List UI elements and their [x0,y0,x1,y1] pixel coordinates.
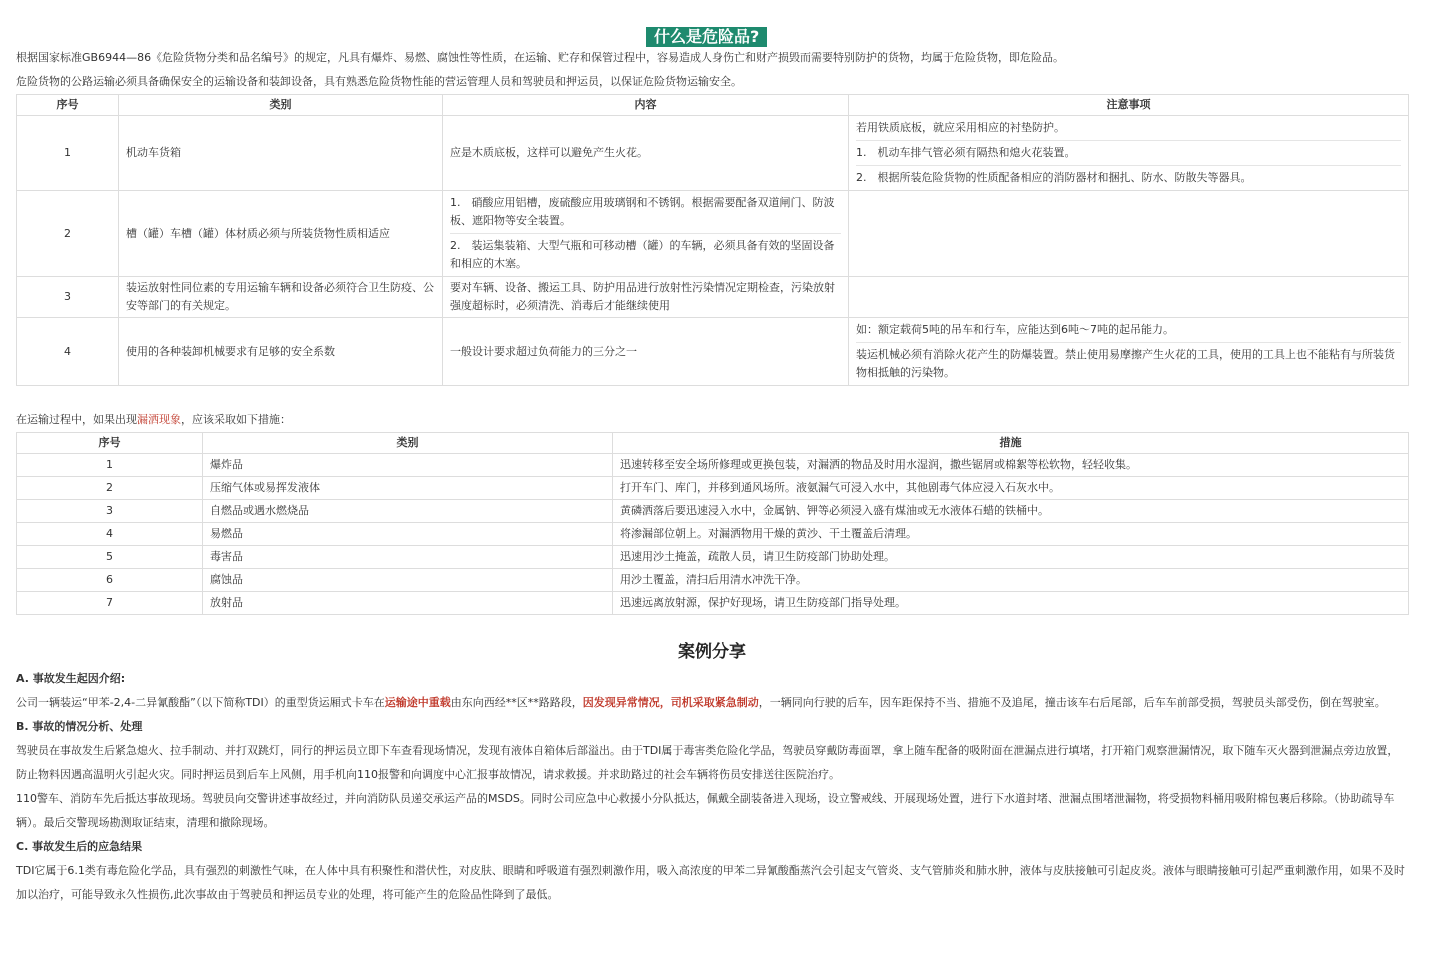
note-item: 2. 根据所装危险货物的性质配备相应的消防器材和捆扎、防水、防散失等器具。 [856,171,1252,184]
leak-intro-before: 在运输过程中，如果出现 [16,413,137,426]
safety-requirements-table [16,94,1409,386]
row-number: 4 [17,318,119,386]
row-measure: 黄磷洒落后要迅速浸入水中，金属钠、钾等必须浸入盛有煤油或无水液体石蜡的铁桶中。 [613,500,1409,523]
row-number: 1 [17,116,119,191]
table-row [17,500,1409,523]
table-header-row [17,95,1409,116]
row-number: 3 [17,500,203,523]
intro-paragraph-1: 根据国家标准GB6944—86《危险货物分类和品名编号》的规定，凡具有爆炸、易燃、腐蚀性等性质，在运输、贮存和保管过程中，容易造成人身伤亡和财产损毁而需要特别防护的货物，均属于危险货物，即危险品。 [16,51,1065,64]
title-row [16,0,1408,46]
content-item: 2. 装运集装箱、大型气瓶和可移动槽（罐）的车辆，必须具备有效的坚固设备和相应的木塞。 [450,239,835,270]
row-number: 2 [17,477,203,500]
row-category: 压缩气体或易挥发液体 [203,477,613,500]
leak-intro-after: ，应该采取如下措施： [181,413,291,426]
row-number: 5 [17,546,203,569]
section-c-text: TDI它属于6.1类有毒危险化学品，具有强烈的刺激性气味，在人体中具有积聚性和潜伏性，对皮肤、眼睛和呼吸道有强烈刺激作用，吸入高浓度的甲苯二异氰酸酯蒸汽会引起支气管炎、支气管肺炎和肺水肿，液体与皮肤接触可引起皮炎。液体与眼睛接触可引起严重刺激作用，如果不及时加以治疗，可能导致永久性损伤,此次事故由于驾驶员和押运员专业的处理，将可能产生的危险品性降到了最低。 [16,864,1405,901]
row-number: 7 [17,592,203,615]
section-a-highlight-2: 因发现异常情况，司机采取紧急制动 [582,696,759,709]
table-row [17,191,1409,277]
row-number: 1 [17,454,203,477]
row-category: 槽（罐）车槽（罐）体材质必须与所装货物性质相适应 [119,191,443,277]
table-row [17,569,1409,592]
row-category: 机动车货箱 [119,116,443,191]
table-row [17,277,1409,318]
table-row [17,477,1409,500]
section-b-paragraph-2: 110警车、消防车先后抵达事故现场。驾驶员向交警讲述事故经过，并向消防队员递交承运产品的MSDS。同时公司应急中心救援小分队抵达，佩戴全副装备进入现场，设立警戒线、开展现场处置，进行下水道封堵、泄漏点围堵泄漏物，将受损物料桶用吸附棉包裹后移除。（协助疏导车辆）。最后交警现场勘测取证结束，清理和撤除现场。 [16,792,1395,829]
row-notes [849,116,1409,191]
header-category: 类别 [119,95,443,116]
row-measure: 用沙土覆盖，清扫后用清水冲洗干净。 [613,569,1409,592]
table-row [17,116,1409,191]
section-a-part-2: 由东向西经**区**路路段， [450,696,583,709]
header-notes: 注意事项 [849,95,1409,116]
page-title: 什么是危险品? [646,27,767,47]
row-content: 要对车辆、设备、搬运工具、防护用品进行放射性污染情况定期检查，污染放射强度超标时，必须清洗、消毒后才能继续使用 [443,277,849,318]
intro-paragraph-2: 危险货物的公路运输必须具备确保安全的运输设备和装卸设备，具有熟悉危险货物性能的营运管理人员和驾驶员和押运员，以保证危险货物运输安全。 [16,75,742,88]
row-category: 爆炸品 [203,454,613,477]
note-item: 如：额定载荷5吨的吊车和行车，应能达到6吨～7吨的起吊能力。 [856,318,1401,343]
section-a-part-3: ，一辆同向行驶的后车，因车距保持不当、措施不及追尾，撞击该车右后尾部，后车车前部受损，驾驶员头部受伤，倒在驾驶室。 [758,696,1386,709]
table-row [17,523,1409,546]
leak-measures-table [16,432,1409,615]
header-category: 类别 [203,433,613,454]
row-measure: 迅速远离放射源，保护好现场，请卫生防疫部门指导处理。 [613,592,1409,615]
row-number: 4 [17,523,203,546]
row-measure: 迅速用沙土掩盖，疏散人员，请卫生防疫部门协助处理。 [613,546,1409,569]
row-number: 6 [17,569,203,592]
note-item: 1. 机动车排气管必须有隔热和熄火花装置。 [856,141,1401,166]
section-c-heading: C. 事故发生后的应急结果 [16,840,143,853]
leak-intro-highlight: 漏洒现象 [137,413,181,426]
note-item: 装运机械必须有消除火花产生的防爆装置。禁止使用易摩擦产生火花的工具，使用的工具上也不能粘有与所装货物相抵触的污染物。 [856,348,1395,379]
row-measure: 迅速转移至安全场所修理或更换包装，对漏洒的物品及时用水湿润，撒些锯屑或棉絮等松软物，轻轻收集。 [613,454,1409,477]
header-content: 内容 [443,95,849,116]
table-row [17,454,1409,477]
section-a-text [16,691,1408,715]
table-row [17,318,1409,386]
row-notes [849,191,1409,277]
header-no: 序号 [17,433,203,454]
row-content: 一般设计要求超过负荷能力的三分之一 [443,318,849,386]
note-item: 若用铁质底板，就应采用相应的衬垫防护。 [856,116,1401,141]
row-measure: 打开车门、库门，并移到通风场所。液氨漏气可浸入水中，其他剧毒气体应浸入石灰水中。 [613,477,1409,500]
row-notes [849,318,1409,386]
row-content: 应是木质底板，这样可以避免产生火花。 [443,116,849,191]
table-row [17,592,1409,615]
row-category: 使用的各种装卸机械要求有足够的安全系数 [119,318,443,386]
row-notes [849,277,1409,318]
row-category: 装运放射性同位素的专用运输车辆和设备必须符合卫生防疫、公安等部门的有关规定。 [119,277,443,318]
section-a-highlight-1: 运输途中重载 [384,696,451,709]
table-row [17,546,1409,569]
row-number: 3 [17,277,119,318]
section-a-heading: A. 事故发生起因介绍: [16,672,126,685]
page-content [16,0,1408,907]
section-b-paragraph-1: 驾驶员在事故发生后紧急熄火、拉手制动、并打双跳灯，同行的押运员立即下车查看现场情况，发现有液体自箱体后部溢出。由于TDI属于毒害类危险化学品，驾驶员穿戴防毒面罩，拿上随车配备的吸附面在泄漏点进行填堵，打开箱门观察泄漏情况，取下随车灭火器到泄漏点旁边放置，防止物料因遇高温明火引起火灾。同时押运员到后车上风侧，用手机向110报警和向调度中心汇报事故情况，请求救援。并求助路过的社会车辆将伤员安排送往医院治疗。 [16,744,1399,781]
row-category: 放射品 [203,592,613,615]
row-number: 2 [17,191,119,277]
header-no: 序号 [17,95,119,116]
content-item: 1. 硝酸应用铝槽，废硫酸应用玻璃钢和不锈钢。根据需要配备双道闸门、防波板、遮阳物等安全装置。 [450,191,841,234]
row-content [443,191,849,277]
row-category: 自燃品或遇水燃烧品 [203,500,613,523]
section-b-heading: B. 事故的情况分析、处理 [16,720,143,733]
header-measure: 措施 [613,433,1409,454]
row-category: 易燃品 [203,523,613,546]
row-category: 腐蚀品 [203,569,613,592]
case-section-title: 案例分享 [678,642,746,662]
table-header-row [17,433,1409,454]
row-category: 毒害品 [203,546,613,569]
row-measure: 将渗漏部位朝上。对漏洒物用干燥的黄沙、干土覆盖后清理。 [613,523,1409,546]
leak-intro [16,408,1408,432]
section-a-part-1: 公司一辆装运“甲苯-2,4-二异氰酸酯”（以下简称TDI）的重型货运厢式卡车在 [16,696,385,709]
